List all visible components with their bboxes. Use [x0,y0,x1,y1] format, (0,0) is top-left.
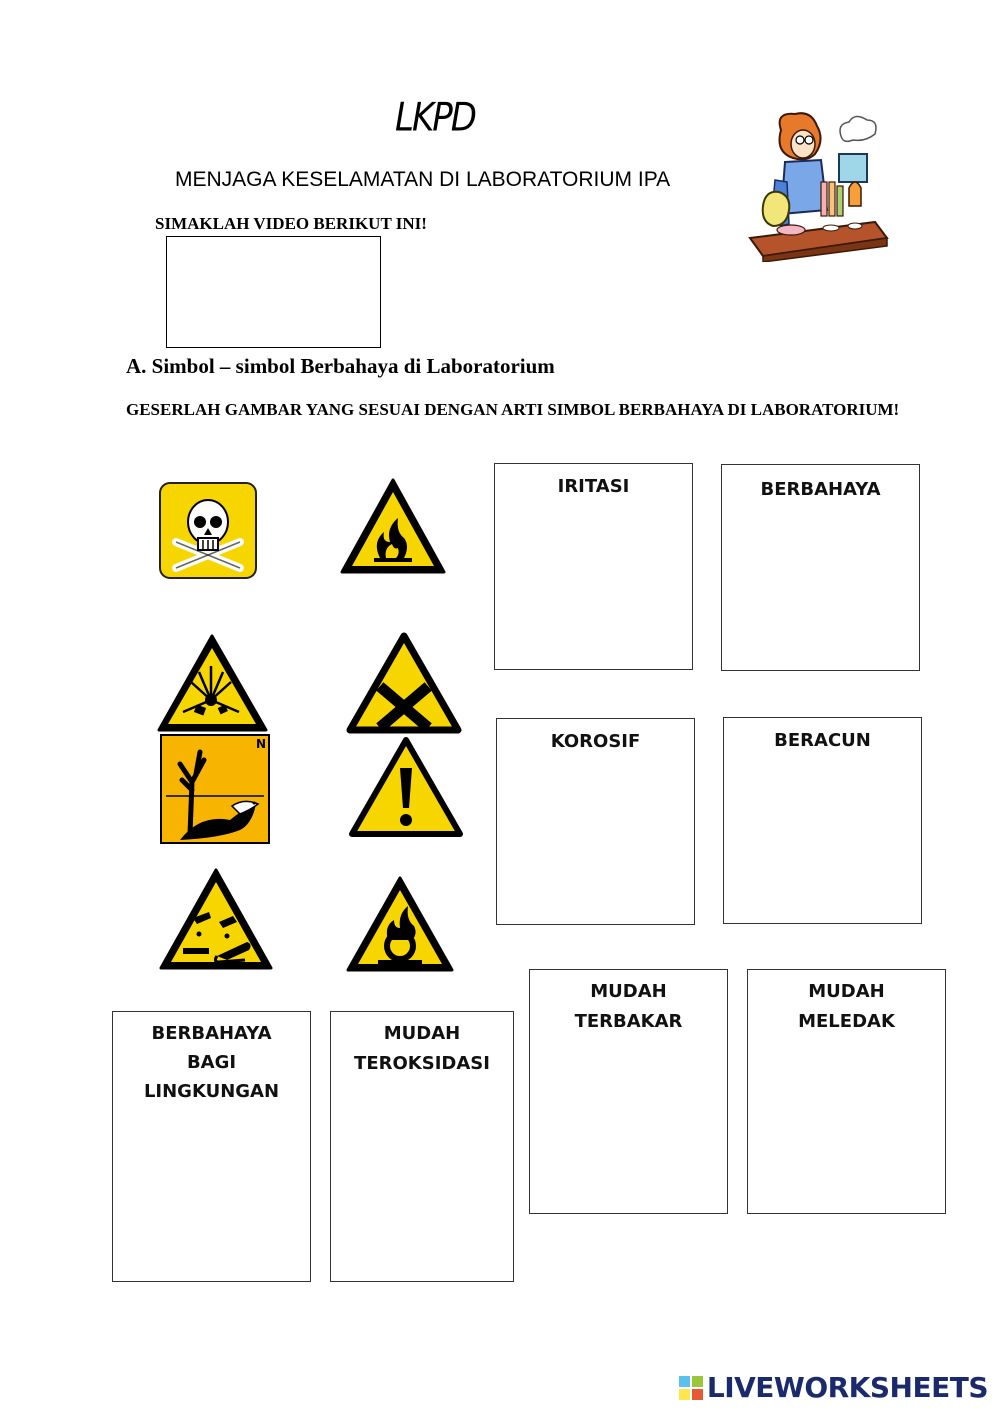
drop-box-label: BERBAHAYA [760,479,881,500]
liveworksheets-brand: LIVEWORKSHEETS [706,1371,988,1404]
drop-box-label: TEROKSIDASI [354,1053,490,1074]
drop-box-label: KOROSIF [550,731,641,752]
drop-box-mudah-teroksidasi[interactable] [330,1011,514,1282]
scientist-illustration [745,110,890,262]
section-instruction: GESERLAH GAMBAR YANG SESUAI DENGAN ARTI SIMBOL BERBAHAYA DI LABORATORIUM! [126,400,900,419]
drop-box-iritasi[interactable] [494,463,693,670]
drop-box-label: LINGKUNGAN [143,1081,280,1102]
drop-box-mudah-meledak[interactable] [747,969,946,1214]
drop-box-label: TERBAKAR [574,1011,683,1032]
symbol-letter: N [256,737,267,751]
oxidizing-icon[interactable] [344,874,456,976]
section-heading: A. Simbol – simbol Berbahaya di Laboratorium [126,354,555,378]
environment-hazard-icon[interactable] [160,734,270,844]
drop-box-label: IRITASI [557,476,630,497]
drop-box-korosif[interactable] [496,718,695,925]
drop-box-label: BERACUN [774,730,871,751]
exclamation-warning-icon[interactable] [348,736,464,840]
video-placeholder[interactable] [166,236,381,348]
corrosive-icon[interactable] [157,866,275,974]
drop-box-label: MUDAH [383,1023,461,1044]
page-title: LKPD [395,95,475,141]
drop-box-label: MUDAH [808,981,885,1002]
drop-box-berbahaya-lingkungan[interactable] [112,1011,311,1282]
page-subtitle: MENJAGA KESELAMATAN DI LABORATORIUM IPA [175,168,671,191]
liveworksheets-logo[interactable] [679,1371,988,1404]
drop-box-beracun[interactable] [723,717,922,924]
toxic-skull-icon[interactable] [158,480,258,580]
drop-box-berbahaya[interactable] [721,464,920,671]
drop-box-label: BERBAHAYA [151,1023,272,1044]
drop-box-label: MUDAH [590,981,667,1002]
drop-box-mudah-terbakar[interactable] [529,969,728,1214]
drop-box-label: MELEDAK [798,1011,895,1032]
flammable-flame-icon[interactable] [338,476,448,576]
drop-box-label: BAGI [186,1052,237,1073]
video-instruction: SIMAKLAH VIDEO BERIKUT INI! [155,214,427,233]
harmful-x-icon[interactable] [346,632,462,736]
explosive-icon[interactable] [155,632,270,736]
liveworksheets-logo-icon [679,1376,703,1400]
